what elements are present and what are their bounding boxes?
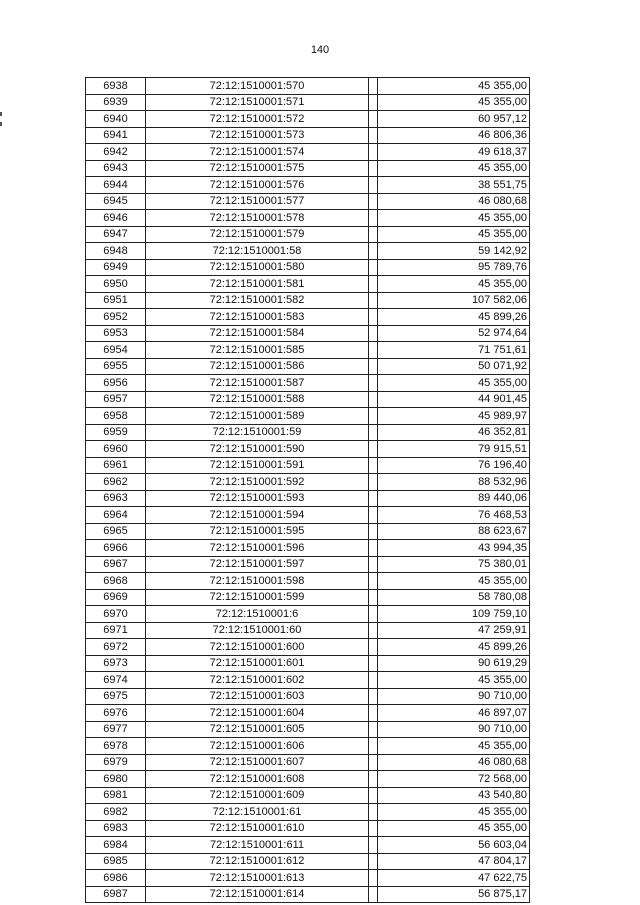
row-number-cell: 6952 (86, 309, 146, 326)
row-number-cell: 6971 (86, 622, 146, 639)
table-row (86, 622, 530, 639)
row-number-cell: 6975 (86, 688, 146, 705)
row-number-cell: 6986 (86, 870, 146, 887)
cadastral-value-cell: 45 355,00 (378, 210, 530, 227)
cadastral-value-cell: 46 897,07 (378, 705, 530, 722)
column-gap (369, 820, 378, 837)
cadastral-number-cell: 72:12:1510001:581 (146, 276, 369, 293)
cadastral-value-cell: 45 355,00 (378, 375, 530, 392)
table-row (86, 540, 530, 557)
cadastral-number-cell: 72:12:1510001:60 (146, 622, 369, 639)
cadastral-value-cell: 49 618,37 (378, 144, 530, 161)
cadastral-number-cell: 72:12:1510001:608 (146, 771, 369, 788)
cadastral-number-cell: 72:12:1510001:576 (146, 177, 369, 194)
column-gap (369, 210, 378, 227)
cadastral-value-cell: 88 532,96 (378, 474, 530, 491)
table-row (86, 837, 530, 854)
column-gap (369, 292, 378, 309)
row-number-cell: 6973 (86, 655, 146, 672)
cadastral-number-cell: 72:12:1510001:574 (146, 144, 369, 161)
column-gap (369, 358, 378, 375)
cadastral-value-table (85, 77, 530, 903)
table-row (86, 408, 530, 425)
column-gap (369, 78, 378, 95)
cadastral-number-cell: 72:12:1510001:589 (146, 408, 369, 425)
table-row (86, 606, 530, 623)
column-gap (369, 127, 378, 144)
cadastral-number-cell: 72:12:1510001:597 (146, 556, 369, 573)
table-body (86, 78, 530, 903)
cadastral-number-cell: 72:12:1510001:602 (146, 672, 369, 689)
column-gap (369, 754, 378, 771)
column-gap (369, 540, 378, 557)
cadastral-number-cell: 72:12:1510001:614 (146, 886, 369, 903)
row-number-cell: 6981 (86, 787, 146, 804)
column-gap (369, 870, 378, 887)
table-row (86, 342, 530, 359)
cadastral-value-cell: 44 901,45 (378, 391, 530, 408)
cadastral-value-cell: 45 355,00 (378, 78, 530, 95)
column-gap (369, 342, 378, 359)
column-gap (369, 556, 378, 573)
table-row (86, 754, 530, 771)
row-number-cell: 6944 (86, 177, 146, 194)
row-number-cell: 6948 (86, 243, 146, 260)
column-gap (369, 144, 378, 161)
row-number-cell: 6958 (86, 408, 146, 425)
cadastral-number-cell: 72:12:1510001:579 (146, 226, 369, 243)
cadastral-number-cell: 72:12:1510001:610 (146, 820, 369, 837)
scan-edge-mark (0, 122, 2, 126)
row-number-cell: 6950 (86, 276, 146, 293)
table-row (86, 160, 530, 177)
cadastral-number-cell: 72:12:1510001:607 (146, 754, 369, 771)
column-gap (369, 375, 378, 392)
row-number-cell: 6970 (86, 606, 146, 623)
cadastral-number-cell: 72:12:1510001:580 (146, 259, 369, 276)
cadastral-value-cell: 90 619,29 (378, 655, 530, 672)
cadastral-value-cell: 56 603,04 (378, 837, 530, 854)
cadastral-value-cell: 45 899,26 (378, 639, 530, 656)
cadastral-value-cell: 76 468,53 (378, 507, 530, 524)
table-row (86, 771, 530, 788)
page-number: 140 (310, 44, 330, 56)
column-gap (369, 457, 378, 474)
cadastral-number-cell: 72:12:1510001:578 (146, 210, 369, 227)
cadastral-value-cell: 47 259,91 (378, 622, 530, 639)
column-gap (369, 672, 378, 689)
column-gap (369, 309, 378, 326)
row-number-cell: 6955 (86, 358, 146, 375)
row-number-cell: 6961 (86, 457, 146, 474)
table-row (86, 870, 530, 887)
column-gap (369, 886, 378, 903)
cadastral-value-cell: 89 440,06 (378, 490, 530, 507)
column-gap (369, 441, 378, 458)
cadastral-number-cell: 72:12:1510001:583 (146, 309, 369, 326)
table-row (86, 375, 530, 392)
cadastral-value-cell: 90 710,00 (378, 688, 530, 705)
column-gap (369, 606, 378, 623)
column-gap (369, 177, 378, 194)
cadastral-number-cell: 72:12:1510001:605 (146, 721, 369, 738)
cadastral-number-cell: 72:12:1510001:573 (146, 127, 369, 144)
column-gap (369, 276, 378, 293)
row-number-cell: 6984 (86, 837, 146, 854)
cadastral-value-cell: 45 355,00 (378, 94, 530, 111)
cadastral-number-cell: 72:12:1510001:586 (146, 358, 369, 375)
cadastral-value-cell: 90 710,00 (378, 721, 530, 738)
column-gap (369, 226, 378, 243)
table-row (86, 424, 530, 441)
column-gap (369, 523, 378, 540)
table-row (86, 276, 530, 293)
column-gap (369, 111, 378, 128)
table-row (86, 507, 530, 524)
table-row (86, 127, 530, 144)
cadastral-value-cell: 79 915,51 (378, 441, 530, 458)
cadastral-number-cell: 72:12:1510001:6 (146, 606, 369, 623)
column-gap (369, 804, 378, 821)
table-row (86, 309, 530, 326)
column-gap (369, 193, 378, 210)
cadastral-number-cell: 72:12:1510001:571 (146, 94, 369, 111)
cadastral-number-cell: 72:12:1510001:609 (146, 787, 369, 804)
column-gap (369, 853, 378, 870)
table-row (86, 111, 530, 128)
column-gap (369, 507, 378, 524)
row-number-cell: 6953 (86, 325, 146, 342)
row-number-cell: 6939 (86, 94, 146, 111)
cadastral-value-cell: 59 142,92 (378, 243, 530, 260)
table-row (86, 177, 530, 194)
table-row (86, 457, 530, 474)
cadastral-number-cell: 72:12:1510001:601 (146, 655, 369, 672)
cadastral-number-cell: 72:12:1510001:584 (146, 325, 369, 342)
row-number-cell: 6941 (86, 127, 146, 144)
cadastral-value-cell: 38 551,75 (378, 177, 530, 194)
row-number-cell: 6982 (86, 804, 146, 821)
cadastral-number-cell: 72:12:1510001:61 (146, 804, 369, 821)
row-number-cell: 6966 (86, 540, 146, 557)
cadastral-value-cell: 47 622,75 (378, 870, 530, 887)
table-row (86, 787, 530, 804)
cadastral-number-cell: 72:12:1510001:585 (146, 342, 369, 359)
row-number-cell: 6947 (86, 226, 146, 243)
cadastral-number-cell: 72:12:1510001:598 (146, 573, 369, 590)
cadastral-number-cell: 72:12:1510001:587 (146, 375, 369, 392)
column-gap (369, 573, 378, 590)
cadastral-value-cell: 46 806,36 (378, 127, 530, 144)
row-number-cell: 6987 (86, 886, 146, 903)
row-number-cell: 6977 (86, 721, 146, 738)
cadastral-value-cell: 56 875,17 (378, 886, 530, 903)
table-row (86, 573, 530, 590)
column-gap (369, 721, 378, 738)
table-row (86, 886, 530, 903)
column-gap (369, 589, 378, 606)
cadastral-value-cell: 47 804,17 (378, 853, 530, 870)
table-row (86, 259, 530, 276)
table-row (86, 490, 530, 507)
cadastral-number-cell: 72:12:1510001:606 (146, 738, 369, 755)
cadastral-number-cell: 72:12:1510001:613 (146, 870, 369, 887)
row-number-cell: 6949 (86, 259, 146, 276)
row-number-cell: 6974 (86, 672, 146, 689)
table-row (86, 589, 530, 606)
row-number-cell: 6960 (86, 441, 146, 458)
row-number-cell: 6983 (86, 820, 146, 837)
row-number-cell: 6972 (86, 639, 146, 656)
table-row (86, 705, 530, 722)
cadastral-value-cell: 45 355,00 (378, 672, 530, 689)
column-gap (369, 408, 378, 425)
table-row (86, 672, 530, 689)
table-row (86, 144, 530, 161)
table-row (86, 853, 530, 870)
column-gap (369, 688, 378, 705)
row-number-cell: 6968 (86, 573, 146, 590)
cadastral-value-cell: 50 071,92 (378, 358, 530, 375)
cadastral-number-cell: 72:12:1510001:611 (146, 837, 369, 854)
column-gap (369, 474, 378, 491)
table-row (86, 804, 530, 821)
row-number-cell: 6980 (86, 771, 146, 788)
cadastral-number-cell: 72:12:1510001:612 (146, 853, 369, 870)
cadastral-value-cell: 45 989,97 (378, 408, 530, 425)
cadastral-number-cell: 72:12:1510001:588 (146, 391, 369, 408)
row-number-cell: 6962 (86, 474, 146, 491)
cadastral-number-cell: 72:12:1510001:593 (146, 490, 369, 507)
table-row (86, 325, 530, 342)
row-number-cell: 6959 (86, 424, 146, 441)
cadastral-value-cell: 46 352,81 (378, 424, 530, 441)
table-row (86, 358, 530, 375)
table-row (86, 193, 530, 210)
table-row (86, 523, 530, 540)
table-row (86, 243, 530, 260)
column-gap (369, 837, 378, 854)
cadastral-number-cell: 72:12:1510001:594 (146, 507, 369, 524)
cadastral-value-cell: 45 355,00 (378, 573, 530, 590)
column-gap (369, 391, 378, 408)
row-number-cell: 6964 (86, 507, 146, 524)
table-row (86, 391, 530, 408)
column-gap (369, 259, 378, 276)
column-gap (369, 655, 378, 672)
row-number-cell: 6965 (86, 523, 146, 540)
table-row (86, 639, 530, 656)
cadastral-number-cell: 72:12:1510001:572 (146, 111, 369, 128)
column-gap (369, 705, 378, 722)
row-number-cell: 6963 (86, 490, 146, 507)
column-gap (369, 738, 378, 755)
cadastral-number-cell: 72:12:1510001:595 (146, 523, 369, 540)
cadastral-value-cell: 76 196,40 (378, 457, 530, 474)
cadastral-value-cell: 45 355,00 (378, 738, 530, 755)
row-number-cell: 6979 (86, 754, 146, 771)
cadastral-number-cell: 72:12:1510001:603 (146, 688, 369, 705)
cadastral-value-cell: 46 080,68 (378, 193, 530, 210)
column-gap (369, 490, 378, 507)
cadastral-number-cell: 72:12:1510001:58 (146, 243, 369, 260)
table-row (86, 292, 530, 309)
table-row (86, 78, 530, 95)
cadastral-number-cell: 72:12:1510001:577 (146, 193, 369, 210)
row-number-cell: 6967 (86, 556, 146, 573)
cadastral-value-cell: 60 957,12 (378, 111, 530, 128)
table-row (86, 94, 530, 111)
row-number-cell: 6969 (86, 589, 146, 606)
cadastral-value-cell: 95 789,76 (378, 259, 530, 276)
cadastral-value-cell: 107 582,06 (378, 292, 530, 309)
column-gap (369, 787, 378, 804)
cadastral-value-cell: 43 994,35 (378, 540, 530, 557)
cadastral-number-cell: 72:12:1510001:582 (146, 292, 369, 309)
cadastral-value-cell: 109 759,10 (378, 606, 530, 623)
cadastral-value-cell: 46 080,68 (378, 754, 530, 771)
table-row (86, 474, 530, 491)
cadastral-number-cell: 72:12:1510001:591 (146, 457, 369, 474)
row-number-cell: 6978 (86, 738, 146, 755)
table-row (86, 210, 530, 227)
column-gap (369, 160, 378, 177)
table-row (86, 738, 530, 755)
cadastral-value-cell: 45 355,00 (378, 160, 530, 177)
column-gap (369, 639, 378, 656)
row-number-cell: 6985 (86, 853, 146, 870)
cadastral-number-cell: 72:12:1510001:592 (146, 474, 369, 491)
row-number-cell: 6945 (86, 193, 146, 210)
cadastral-value-cell: 71 751,61 (378, 342, 530, 359)
cadastral-value-cell: 45 899,26 (378, 309, 530, 326)
row-number-cell: 6956 (86, 375, 146, 392)
column-gap (369, 622, 378, 639)
cadastral-number-cell: 72:12:1510001:590 (146, 441, 369, 458)
cadastral-value-cell: 52 974,64 (378, 325, 530, 342)
column-gap (369, 243, 378, 260)
cadastral-value-cell: 45 355,00 (378, 804, 530, 821)
cadastral-number-cell: 72:12:1510001:59 (146, 424, 369, 441)
cadastral-value-cell: 58 780,08 (378, 589, 530, 606)
cadastral-value-cell: 72 568,00 (378, 771, 530, 788)
cadastral-number-cell: 72:12:1510001:575 (146, 160, 369, 177)
table-row (86, 226, 530, 243)
column-gap (369, 771, 378, 788)
table-row (86, 721, 530, 738)
row-number-cell: 6938 (86, 78, 146, 95)
row-number-cell: 6957 (86, 391, 146, 408)
table-row (86, 655, 530, 672)
row-number-cell: 6954 (86, 342, 146, 359)
row-number-cell: 6942 (86, 144, 146, 161)
column-gap (369, 94, 378, 111)
cadastral-value-cell: 43 540,80 (378, 787, 530, 804)
row-number-cell: 6976 (86, 705, 146, 722)
column-gap (369, 424, 378, 441)
row-number-cell: 6946 (86, 210, 146, 227)
cadastral-number-cell: 72:12:1510001:600 (146, 639, 369, 656)
table-row (86, 688, 530, 705)
cadastral-value-cell: 45 355,00 (378, 276, 530, 293)
table-row (86, 556, 530, 573)
cadastral-value-cell: 88 623,67 (378, 523, 530, 540)
row-number-cell: 6951 (86, 292, 146, 309)
cadastral-value-cell: 45 355,00 (378, 820, 530, 837)
row-number-cell: 6943 (86, 160, 146, 177)
cadastral-value-cell: 45 355,00 (378, 226, 530, 243)
cadastral-number-cell: 72:12:1510001:596 (146, 540, 369, 557)
cadastral-number-cell: 72:12:1510001:570 (146, 78, 369, 95)
table-row (86, 441, 530, 458)
table-row (86, 820, 530, 837)
row-number-cell: 6940 (86, 111, 146, 128)
scan-edge-mark (0, 112, 2, 116)
cadastral-value-cell: 75 380,01 (378, 556, 530, 573)
cadastral-number-cell: 72:12:1510001:604 (146, 705, 369, 722)
column-gap (369, 325, 378, 342)
cadastral-number-cell: 72:12:1510001:599 (146, 589, 369, 606)
